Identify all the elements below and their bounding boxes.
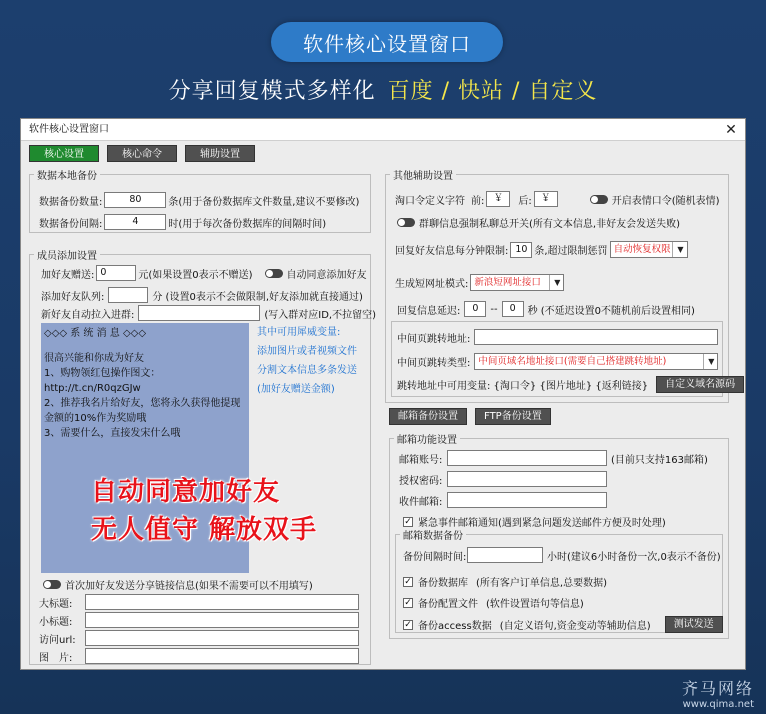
backup-interval-input[interactable]: 4 [104,214,166,230]
jump-type-value: 中间页域名地址接口(需要自己搭建跳转地址) [478,356,667,367]
group-private-row[interactable] [397,215,680,230]
message-title: ◇◇◇ 系 统 消 息 ◇◇◇ [44,328,147,339]
jump-type-row [397,353,718,370]
backup-count-note: 条(用于备份数据库文件数量,建议不要修改) [168,196,360,208]
group-private-label: 群聊信息强制私聊总开关(所有文本信息,非好友会发送失败) [419,219,680,230]
share-toggle-row[interactable] [43,577,313,592]
reply-limit-input[interactable]: 10 [510,242,532,258]
auto-agree-label: 自动同意添加好友 [286,269,367,281]
urgent-label: 紧急事件邮箱通知(遇到紧急问题发送邮件方便及时处理) [418,518,666,529]
mail-interval-input[interactable] [467,547,543,563]
gift-input[interactable]: 0 [96,265,136,281]
reply-limit-row [395,241,688,258]
overlay-line-2: 无人值守 解放双手 [91,515,318,545]
jump-url-label: 中间页跳转地址: [397,333,471,345]
member-legend: 成员添加设置 [37,251,97,262]
toggle-icon[interactable] [590,195,608,204]
gift-note: 元(如果设置0表示不赠送) [138,269,253,281]
backup-legend: 数据本地备份 [37,171,97,182]
image-row [39,648,359,664]
delay-label: 回复信息延迟: [397,305,461,317]
jump-url-input[interactable] [474,329,718,345]
back-input[interactable]: ￥ [534,191,558,207]
backup-buttons-row [389,408,551,425]
url-row [39,630,359,646]
variable-list [257,323,357,399]
backup-count-row [39,192,359,208]
url-input[interactable] [85,630,359,646]
group-row [41,305,376,321]
gift-label: 加好友赠送: [41,269,95,281]
big-title-input[interactable] [85,594,359,610]
taokou-row [395,191,720,207]
delay-note: 秒 (不延迟设置0不随机前后设置相同) [527,305,695,317]
backup-config-row[interactable] [403,595,584,610]
variable-item[interactable]: (加好友赠送金额) [257,384,335,395]
ftp-backup-button[interactable]: FTP备份设置 [475,408,551,425]
group-label: 新好友自动拉入进群: [41,309,135,321]
backup-config-note: (软件设置语句等信息) [486,599,584,610]
chevron-down-icon: ▼ [703,354,714,369]
queue-note: 分 (设置0表示不会做限制,好友添加就直接通过) [152,291,363,303]
banner-tag: 软件核心设置窗口 [271,22,503,62]
toggle-icon[interactable] [265,269,283,278]
mail-account-label: 邮箱账号: [399,454,443,466]
mail-receiver-input[interactable] [447,492,607,508]
headline-highlight: 百度 / 快站 / 自定义 [387,79,598,104]
test-send-button[interactable]: 测试发送 [665,616,723,633]
chevron-down-icon: ▼ [672,242,683,257]
penalty-select[interactable] [610,241,688,258]
jump-vars-row [397,376,744,393]
backup-interval-note: 时(用于每次备份数据库的间隔时间) [168,218,327,230]
taokou-label: 淘口令定义字符 [395,195,465,207]
check-icon[interactable]: ✓ [404,516,412,527]
headline-main: 分享回复模式多样化 [168,79,376,104]
delay-from-input[interactable]: 0 [464,301,486,317]
emoji-label: 开启表情口令(随机表情) [611,195,720,207]
tab-aux-settings[interactable]: 辅助设置 [185,145,255,162]
mail-auth-row [399,471,607,487]
variable-item[interactable]: 分割文本信息多条发送 [257,365,357,376]
short-url-select[interactable] [470,274,564,291]
image-input[interactable] [85,648,359,664]
share-toggle-label: 首次加好友发送分享链接信息(如果不需要可以不用填写) [65,581,313,592]
toggle-icon[interactable] [397,218,415,227]
small-title-label: 小标题: [39,616,73,628]
tab-bar [29,145,255,162]
mail-backup-legend: 邮箱数据备份 [403,531,463,542]
backup-access-label: 备份access数据 [418,621,492,632]
mail-account-note: (目前只支持163邮箱) [611,454,708,466]
backup-access-row[interactable] [403,616,723,633]
tab-core-commands[interactable]: 核心命令 [107,145,177,162]
jump-type-label: 中间页跳转类型: [397,358,471,369]
mail-interval-label: 备份间隔时间: [403,551,467,563]
backup-access-note: (自定义语句,资金变动等辅助信息) [499,621,651,632]
backup-count-input[interactable]: 80 [104,192,166,208]
delay-to-input[interactable]: 0 [502,301,524,317]
delay-row [397,301,695,317]
group-input[interactable] [138,305,260,321]
jump-type-select[interactable] [474,353,718,370]
queue-row [41,287,363,303]
watermark-text: 齐马网络 [681,679,754,698]
mail-receiver-row [399,492,607,508]
group-note: (写入群对应ID,不拉留空) [264,309,377,321]
window-titlebar [21,119,745,141]
emoji-toggle-wrap[interactable] [590,192,720,207]
url-label: 访问url: [39,634,76,646]
mail-receiver-label: 收件邮箱: [399,496,443,508]
chevron-down-icon: ▼ [549,275,560,290]
variable-item[interactable]: 添加图片或者视频文件 [257,346,357,357]
window-title: 软件核心设置窗口 [29,124,109,135]
backup-interval-row [39,214,326,230]
backup-db-label: 备份数据库 [418,578,468,589]
variable-item: 其中可用犀威变量: [257,327,341,338]
big-title-row [39,594,359,610]
auto-agree-toggle-wrap[interactable] [265,266,367,281]
mail-interval-row [403,547,721,563]
watermark-url: www.qima.net [682,699,754,710]
custom-domain-button[interactable]: 自定义域名源码 [656,376,744,393]
backup-db-note: (所有客户订单信息,总要数据) [476,578,607,589]
backup-count-label: 数据备份数量: [39,196,103,208]
queue-label: 添加好友队列: [41,291,105,303]
backup-db-row[interactable] [403,574,607,589]
backup-config-label: 备份配置文件 [418,599,478,610]
small-title-input[interactable] [85,612,359,628]
other-legend: 其他辅助设置 [393,171,453,182]
mail-backup-button[interactable]: 邮箱备份设置 [389,408,467,425]
jump-vars-label: 跳转地址中可用变量: {淘口令} {图片地址} {返利链接} [397,381,649,392]
mail-account-input[interactable] [447,450,607,466]
toggle-icon[interactable] [43,580,61,589]
short-url-row [395,274,564,291]
watermark-logo [682,676,754,710]
reply-limit-note: 条,超过限制惩罚 [534,246,608,257]
jump-url-row [397,329,718,345]
backup-interval-label: 数据备份间隔: [39,218,103,230]
overlay-line-1: 自动同意加好友 [91,477,281,507]
tab-core-settings[interactable]: 核心设置 [29,145,99,162]
penalty-value: 自动恢复权限 [613,244,671,255]
delay-separator: -- [490,303,498,315]
headline [0,74,766,105]
short-url-label: 生成短网址模式: [395,279,469,290]
close-icon[interactable]: ✕ [725,122,737,138]
queue-input[interactable] [108,287,148,303]
front-input[interactable]: ￥ [486,191,510,207]
mail-legend: 邮箱功能设置 [397,435,457,446]
short-url-value: 新浪短网址接口 [474,277,541,288]
check-icon[interactable]: ✓ [404,576,412,587]
mail-account-row [399,450,708,466]
reply-limit-label: 回复好友信息每分钟限制: [395,246,509,257]
gift-row [41,265,367,281]
image-label: 图 片: [39,652,73,664]
front-label: 前: [471,195,485,207]
mail-interval-note: 小时(建议6小时备份一次,0表示不备份) [547,551,721,563]
mail-auth-input[interactable] [447,471,607,487]
settings-window [20,118,746,670]
check-icon[interactable]: ✓ [404,619,412,630]
mail-auth-label: 授权密码: [399,475,443,487]
check-icon[interactable]: ✓ [404,597,412,608]
message-body: 很高兴能和你成为好友 1、购物领红包操作图文： http://t.cn/R0qzGJw 2、推荐我名片给好友，您将永久获得他提现金额的10%作为奖励哦 3、需要什么，直接发宋什么哦 [44,353,241,439]
big-title-label: 大标题: [39,598,73,610]
small-title-row [39,612,359,628]
back-label: 后: [518,195,532,207]
